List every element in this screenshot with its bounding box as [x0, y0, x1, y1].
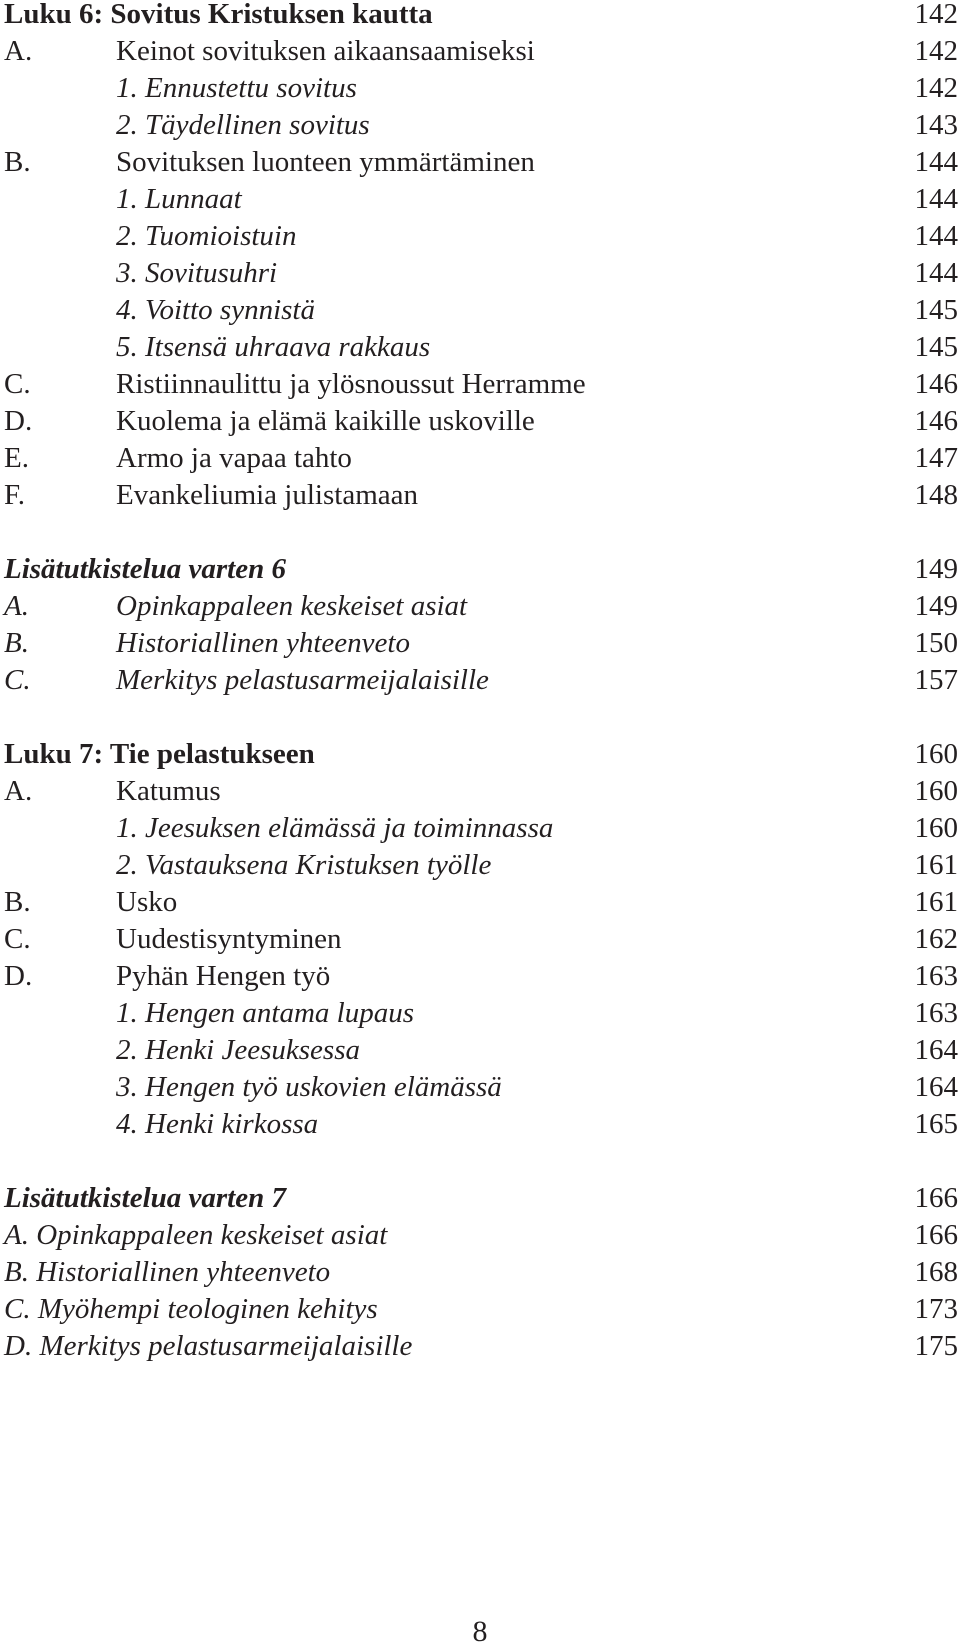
toc-entry-page: 146	[914, 405, 958, 437]
toc-entry	[0, 1068, 960, 1107]
toc-entry	[0, 402, 960, 441]
toc-entry-letter: E.	[4, 442, 29, 474]
toc-entry	[0, 365, 960, 404]
toc-entry-page: 144	[914, 257, 958, 289]
toc-entry-title: 2. Henki Jeesuksessa	[116, 1034, 360, 1066]
toc-entry	[0, 920, 960, 959]
toc-entry-page: 160	[914, 738, 958, 770]
toc-entry-letter: C.	[4, 664, 31, 696]
toc-entry-page: 173	[914, 1293, 958, 1325]
toc-entry-title: Katumus	[116, 775, 221, 807]
toc-entry-letter: D.	[4, 405, 33, 437]
toc-entry-title: D. Merkitys pelastusarmeijalaisille	[4, 1330, 413, 1362]
toc-entry	[0, 32, 960, 71]
toc-entry-page: 163	[914, 997, 958, 1029]
toc-entry-page: 168	[914, 1256, 958, 1288]
toc-entry-title: 2. Vastauksena Kristuksen työlle	[116, 849, 492, 881]
toc-entry	[0, 254, 960, 293]
toc-entry-letter: F.	[4, 479, 26, 511]
toc-entry-title: 3. Hengen työ uskovien elämässä	[116, 1071, 502, 1103]
toc-entry-title: Pyhän Hengen työ	[116, 960, 331, 992]
toc-entry	[0, 1031, 960, 1070]
toc-entry-page: 145	[914, 331, 958, 363]
toc-entry-letter: B.	[4, 627, 29, 659]
toc-entry-page: 149	[914, 553, 958, 585]
toc-entry	[0, 994, 960, 1033]
toc-entry-page: 165	[914, 1108, 958, 1140]
toc-entry-title: A. Opinkappaleen keskeiset asiat	[4, 1219, 388, 1251]
toc-entry-title: Sovituksen luonteen ymmärtäminen	[116, 146, 535, 178]
toc-entry-page: 161	[914, 849, 958, 881]
toc-entry	[0, 883, 960, 922]
toc-entry-title: 5. Itsensä uhraava rakkaus	[116, 331, 431, 363]
toc-entry-title: Evankeliumia julistamaan	[116, 479, 418, 511]
toc-entry	[0, 1216, 960, 1255]
toc-entry-page: 160	[914, 775, 958, 807]
toc-entry-title: Luku 7: Tie pelastukseen	[4, 738, 315, 770]
toc-entry	[0, 1290, 960, 1329]
toc-entry	[0, 180, 960, 219]
toc-entry	[0, 143, 960, 182]
toc-entry	[0, 846, 960, 885]
toc-entry	[0, 1327, 960, 1366]
toc-entry-page: 164	[914, 1071, 958, 1103]
toc-entry-page: 144	[914, 146, 958, 178]
page-number: 8	[472, 1615, 488, 1648]
toc-entry-page: 145	[914, 294, 958, 326]
toc-entry-title: Opinkappaleen keskeiset asiat	[116, 590, 468, 622]
toc-entry	[0, 328, 960, 367]
toc-entry	[0, 69, 960, 108]
toc-entry-page: 166	[914, 1219, 958, 1251]
toc-entry-title: 1. Lunnaat	[116, 183, 242, 215]
toc-entry-page: 161	[914, 886, 958, 918]
toc-entry-title: Merkitys pelastusarmeijalaisille	[116, 664, 489, 696]
toc-entry	[0, 550, 960, 589]
toc-entry-title: Lisätutkistelua varten 6	[4, 553, 286, 585]
toc-entry-title: 1. Hengen antama lupaus	[116, 997, 415, 1029]
toc-entry-letter: C.	[4, 368, 31, 400]
toc-entry-title: Armo ja vapaa tahto	[116, 442, 352, 474]
toc-entry-title: Uudestisyntyminen	[116, 923, 342, 955]
toc-entry-title: 2. Tuomioistuin	[116, 220, 297, 252]
toc-entry-page: 142	[914, 72, 958, 104]
toc-entry	[0, 0, 960, 34]
toc-entry	[0, 106, 960, 145]
toc-entry	[0, 587, 960, 626]
toc-entry-letter: A.	[4, 35, 33, 67]
toc-entry-page: 160	[914, 812, 958, 844]
toc-entry-letter: C.	[4, 923, 31, 955]
toc-entry-title: B. Historiallinen yhteenveto	[4, 1256, 331, 1288]
toc-entry-title: C. Myöhempi teologinen kehitys	[4, 1293, 378, 1325]
toc-entry-letter: A.	[4, 775, 33, 807]
toc-entry-title: 2. Täydellinen sovitus	[116, 109, 370, 141]
toc-entry-title: Historiallinen yhteenveto	[116, 627, 410, 659]
toc-entry-page: 175	[914, 1330, 958, 1362]
toc-entry-page: 163	[914, 960, 958, 992]
toc-entry	[0, 1179, 960, 1218]
toc-entry	[0, 1253, 960, 1292]
toc-entry-letter: D.	[4, 960, 33, 992]
toc-entry-title: Kuolema ja elämä kaikille uskoville	[116, 405, 535, 437]
toc-entry	[0, 439, 960, 478]
toc-entry	[0, 1105, 960, 1144]
toc-entry-letter: B.	[4, 886, 31, 918]
toc-entry-page: 147	[914, 442, 958, 474]
toc-entry	[0, 957, 960, 996]
toc-entry-title: Luku 6: Sovitus Kristuksen kautta	[4, 0, 433, 30]
toc-entry	[0, 661, 960, 700]
toc-entry-page: 149	[914, 590, 958, 622]
toc-entry-page: 144	[914, 220, 958, 252]
toc-entry-title: 3. Sovitusuhri	[116, 257, 278, 289]
toc-entry	[0, 772, 960, 811]
toc-entry	[0, 809, 960, 848]
toc-entry-page: 144	[914, 183, 958, 215]
toc-entry-page: 142	[914, 0, 958, 30]
toc-entry-page: 146	[914, 368, 958, 400]
toc-entry-title: Keinot sovituksen aikaansaamiseksi	[116, 35, 535, 67]
toc-entry-page: 157	[914, 664, 958, 696]
toc-entry-letter: B.	[4, 146, 31, 178]
toc-entry-page: 142	[914, 35, 958, 67]
toc-entry-title: Lisätutkistelua varten 7	[4, 1182, 286, 1214]
toc-entry	[0, 624, 960, 663]
toc-entry-page: 143	[914, 109, 958, 141]
toc-entry-title: 1. Ennustettu sovitus	[116, 72, 357, 104]
toc-entry	[0, 735, 960, 774]
toc-entry-title: Usko	[116, 886, 178, 918]
toc-entry	[0, 217, 960, 256]
toc-entry-page: 162	[914, 923, 958, 955]
toc-entry-page: 166	[914, 1182, 958, 1214]
toc-entry-title: 1. Jeesuksen elämässä ja toiminnassa	[116, 812, 554, 844]
toc-entry-title: 4. Henki kirkossa	[116, 1108, 319, 1140]
toc-entry	[0, 291, 960, 330]
toc-entry-page: 150	[914, 627, 958, 659]
toc-entry-title: Ristiinnaulittu ja ylösnoussut Herramme	[116, 368, 586, 400]
toc-entry-letter: A.	[4, 590, 29, 622]
toc-entry	[0, 476, 960, 515]
toc-entry-title: 4. Voitto synnistä	[116, 294, 315, 326]
toc-entry-page: 148	[914, 479, 958, 511]
toc-entry-page: 164	[914, 1034, 958, 1066]
